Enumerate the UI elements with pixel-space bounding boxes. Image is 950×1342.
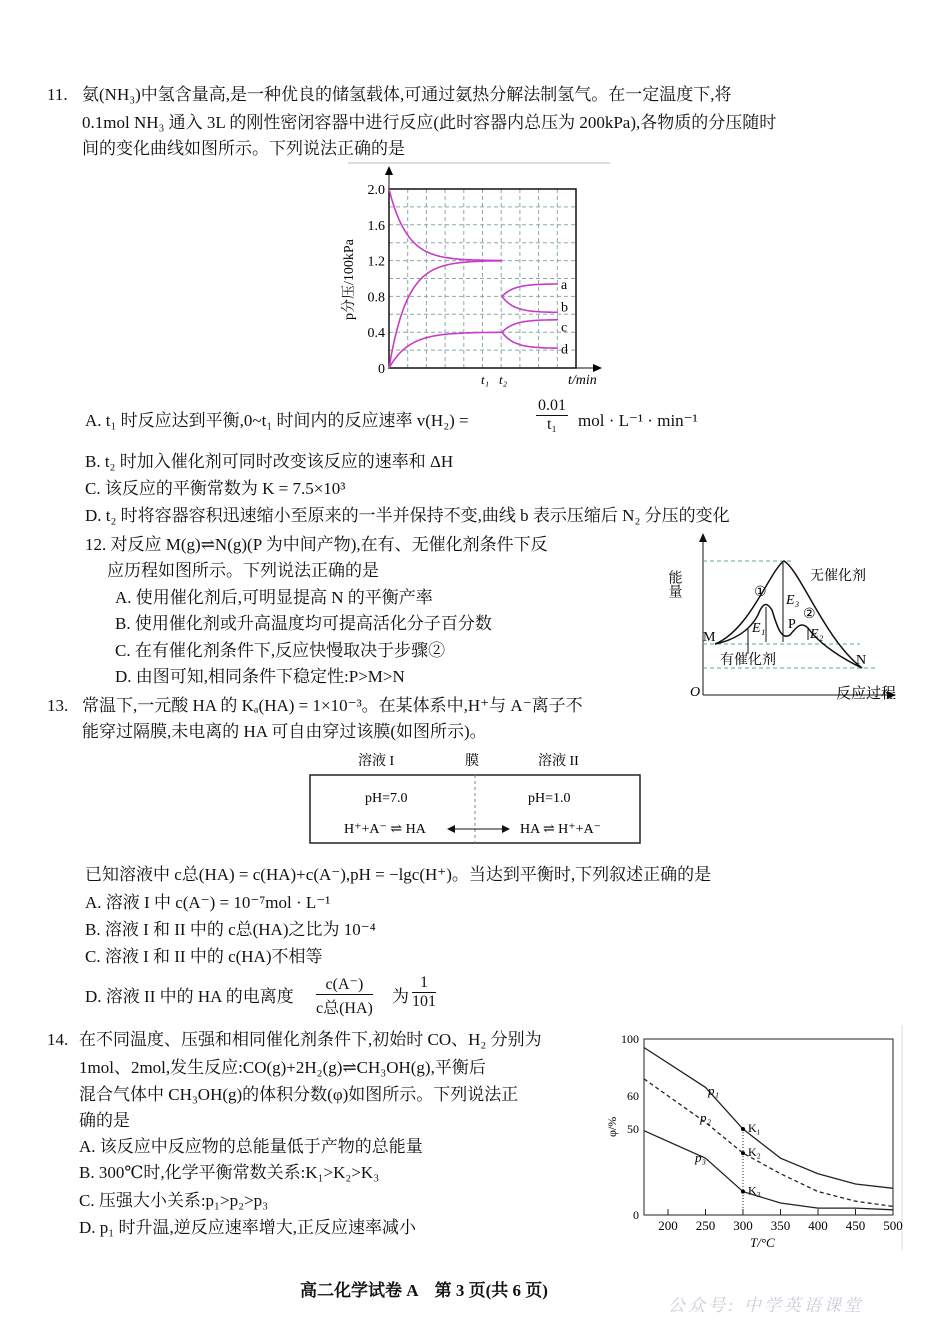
q11-stem-line: 0.1mol NH₃ 通入 3L 的刚性密闭容器中进行反应(此时容器内总压为 200kPa),各物质的分压随时 bbox=[82, 113, 777, 132]
q11-option-d: D. t₂ 时将容器容积迅速缩小至原来的一半并保持不变,曲线 b 表示压缩后 N₂ 分压的变化 bbox=[85, 506, 730, 525]
y-tick-label: 50 bbox=[627, 1122, 639, 1136]
q14-option-b: B. 300℃时,化学平衡常数关系:K₁>K₂>K₃ bbox=[79, 1163, 380, 1182]
solution-1-ph: pH=7.0 bbox=[365, 791, 408, 806]
y-tick-label: 2.0 bbox=[367, 183, 385, 198]
y-tick-label: 0 bbox=[378, 362, 385, 377]
q13-option-c: C. 溶液 I 和 II 中的 c(HA)不相等 bbox=[85, 947, 323, 966]
ionization-fraction bbox=[316, 974, 373, 1018]
x-tick-label: t₁ bbox=[481, 372, 490, 387]
y-arrow bbox=[385, 166, 393, 175]
y-tick-label: 1.6 bbox=[367, 218, 385, 234]
q14-stem-line: 1mol、2mol,发生反应:CO(g)+2H₂(g)⇌CH₃OH(g),平衡后 bbox=[79, 1058, 486, 1077]
point-label: K₂ bbox=[748, 1145, 761, 1160]
y-axis-label: φ/% bbox=[605, 1116, 619, 1137]
point-marker bbox=[741, 1151, 745, 1155]
x-tick-label: 300 bbox=[733, 1218, 753, 1233]
membrane-diagram bbox=[300, 745, 650, 857]
uncatalyzed-label: 无催化剂 bbox=[810, 569, 866, 584]
q11-option-a-unit: mol · L⁻¹ · min⁻¹ bbox=[578, 411, 698, 430]
plot-frame bbox=[644, 1039, 893, 1215]
q14-option-a: A. 该反应中反应物的总能量低于产物的总能量 bbox=[79, 1137, 423, 1156]
x-axis-label: T/°C bbox=[750, 1235, 775, 1250]
y-tick-label: 0.4 bbox=[367, 326, 385, 342]
q12-option-c: C. 在有催化剂条件下,反应快慢取决于步骤② bbox=[115, 641, 446, 660]
y-axis-label: 能量 bbox=[666, 570, 682, 598]
series-line-p₂ bbox=[644, 1079, 893, 1207]
y-arrow bbox=[699, 533, 707, 542]
q11-number: 11. bbox=[47, 85, 68, 104]
series-line-p₃ bbox=[644, 1131, 893, 1210]
x-axis-label: t/min bbox=[568, 373, 597, 388]
m-label: M bbox=[703, 630, 716, 645]
origin-label: O bbox=[690, 685, 701, 700]
point-label: K₁ bbox=[748, 1121, 761, 1135]
y-axis-label: p分压/100kPa bbox=[342, 239, 357, 320]
series-label: p₃ bbox=[695, 1150, 707, 1165]
step1-label: ① bbox=[754, 585, 767, 600]
x-axis-label: 反应过程 bbox=[836, 686, 897, 702]
point-marker bbox=[741, 1127, 745, 1131]
q12-option-b: B. 使用催化剂或升高温度均可提高活化分子百分数 bbox=[115, 614, 492, 633]
q13-stem-line: 能穿过隔膜,未电离的 HA 可自由穿过该膜(如图所示)。 bbox=[82, 722, 487, 741]
x-tick-label: 400 bbox=[808, 1218, 828, 1233]
q11-stem-line: 间的变化曲线如图所示。下列说法正确的是 bbox=[82, 139, 405, 158]
numerator: 1 bbox=[412, 974, 436, 993]
partial-pressure-chart bbox=[340, 160, 615, 392]
q11-option-b: B. t₂ 时加入催化剂可同时改变该反应的速率和 ΔH bbox=[85, 452, 454, 471]
q11-option-a-fraction bbox=[536, 397, 568, 434]
energy-arrows bbox=[748, 563, 808, 654]
q14-option-c: C. 压强大小关系:p₁>p₂>p₃ bbox=[79, 1191, 269, 1210]
denominator: t₁ bbox=[546, 416, 558, 433]
q11-option-a: A. t₁ 时反应达到平衡,0~t₁ 时间内的反应速率 v(H₂) = bbox=[85, 411, 469, 430]
x-arrow bbox=[593, 364, 602, 372]
point-marker bbox=[741, 1190, 745, 1194]
q11-stem-line: 氨(NH₃)中氢含量高,是一种优良的储氢载体,可通过氨热分解法制氢气。在一定温度下,将 bbox=[82, 85, 732, 104]
x-tick-label: 500 bbox=[883, 1218, 903, 1233]
arrow-head-left bbox=[447, 825, 455, 833]
series-label: p₂ bbox=[700, 1110, 712, 1125]
point-label: K₃ bbox=[748, 1183, 761, 1198]
energy-profile-diagram bbox=[660, 530, 910, 702]
series-line-c bbox=[502, 320, 558, 332]
solution-2-equilibrium: HA ⇌ H⁺+A⁻ bbox=[520, 822, 602, 837]
q12-stem-line: 12. 对反应 M(g)⇌N(g)(P 为中间产物),在有、无催化剂条件下反 bbox=[85, 535, 548, 554]
series-line-d bbox=[502, 332, 558, 348]
membrane-label: 膜 bbox=[465, 754, 479, 769]
y-tick-label: 60 bbox=[627, 1089, 639, 1103]
y-tick-label: 0.8 bbox=[367, 290, 385, 306]
q13-option-d: D. 溶液 II 中的 HA 的电离度 bbox=[85, 987, 294, 1006]
q14-stem-line: 确的是 bbox=[79, 1111, 130, 1130]
q12-stem-line: 应历程如图所示。下列说法正确的是 bbox=[107, 561, 379, 580]
volume-fraction-chart bbox=[600, 1025, 905, 1255]
q13-given: 已知溶液中 c总(HA) = c(HA)+c(A⁻),pH = −lgc(H⁺)。当达到平衡时,下列叙述正确的是 bbox=[85, 865, 712, 884]
q14-option-d: D. p₁ 时升温,逆反应速率增大,正反应速率减小 bbox=[79, 1218, 416, 1237]
y-tick-label: 1.2 bbox=[367, 254, 385, 270]
denominator: 101 bbox=[412, 993, 436, 1010]
watermark: 公众号: 中学英语课堂 bbox=[668, 1296, 864, 1315]
q13-option-d-mid: 为 bbox=[392, 987, 409, 1006]
y-tick-label: 100 bbox=[621, 1032, 639, 1046]
series-label: p₁ bbox=[708, 1083, 720, 1098]
numerator: c(A⁻) bbox=[316, 974, 373, 995]
q13-option-b: B. 溶液 I 和 II 中的 c总(HA)之比为 10⁻⁴ bbox=[85, 920, 376, 939]
x-tick-label: 450 bbox=[845, 1218, 866, 1233]
e2-label: E₂ bbox=[810, 627, 824, 642]
e1-label: E₁ bbox=[752, 621, 766, 636]
p-label: P bbox=[788, 617, 796, 632]
q14-number: 14. bbox=[47, 1030, 69, 1049]
y-tick-label: 0 bbox=[633, 1208, 639, 1222]
step2-label: ② bbox=[803, 607, 816, 622]
numerator: 0.01 bbox=[538, 397, 566, 414]
x-tick-label: 350 bbox=[770, 1218, 791, 1233]
n-label: N bbox=[856, 653, 867, 668]
q12-option-d: D. 由图可知,相同条件下稳定性:P>M>N bbox=[115, 667, 405, 686]
q13-option-a: A. 溶液 I 中 c(A⁻) = 10⁻⁷mol · L⁻¹ bbox=[85, 893, 331, 912]
series-label-d: d bbox=[561, 342, 568, 358]
catalyzed-label: 有催化剂 bbox=[720, 653, 776, 668]
q13-stem-line: 常温下,一元酸 HA 的 Kₐ(HA) = 1×10⁻³。在某体系中,H⁺与 A⁻离子不 bbox=[82, 696, 583, 715]
series-label-a: a bbox=[561, 277, 568, 293]
solution-1-label: 溶液 I bbox=[358, 754, 395, 769]
solution-2-label: 溶液 II bbox=[538, 754, 579, 769]
x-tick-label: 200 bbox=[658, 1218, 678, 1233]
series-line-p₁ bbox=[644, 1048, 893, 1189]
value-fraction bbox=[412, 974, 436, 1011]
solution-2-ph: pH=1.0 bbox=[528, 791, 571, 806]
series-label-c: c bbox=[561, 320, 568, 336]
denominator: c总(HA) bbox=[316, 1000, 373, 1017]
series-line-b bbox=[502, 296, 558, 312]
solution-1-equilibrium: H⁺+A⁻ ⇌ HA bbox=[344, 822, 426, 837]
q12-option-a: A. 使用催化剂后,可明显提高 N 的平衡产率 bbox=[115, 588, 433, 607]
arrow-head-right bbox=[502, 825, 510, 833]
series-label-b: b bbox=[561, 300, 568, 316]
q14-stem-line: 在不同温度、压强和相同催化剂条件下,初始时 CO、H₂ 分别为 bbox=[79, 1030, 542, 1049]
x-tick-label: 250 bbox=[695, 1218, 716, 1233]
x-tick-label: t₂ bbox=[499, 372, 508, 387]
footer-page-info: 高二化学试卷 A 第 3 页(共 6 页) bbox=[300, 1281, 548, 1300]
q11-option-c: C. 该反应的平衡常数为 K = 7.5×10³ bbox=[85, 479, 346, 498]
e3-label: E₃ bbox=[786, 593, 800, 608]
series-line-a bbox=[502, 284, 558, 296]
q13-number: 13. bbox=[47, 696, 69, 715]
q14-stem-line: 混合气体中 CH₃OH(g)的体积分数(φ)如图所示。下列说法正 bbox=[79, 1085, 519, 1104]
